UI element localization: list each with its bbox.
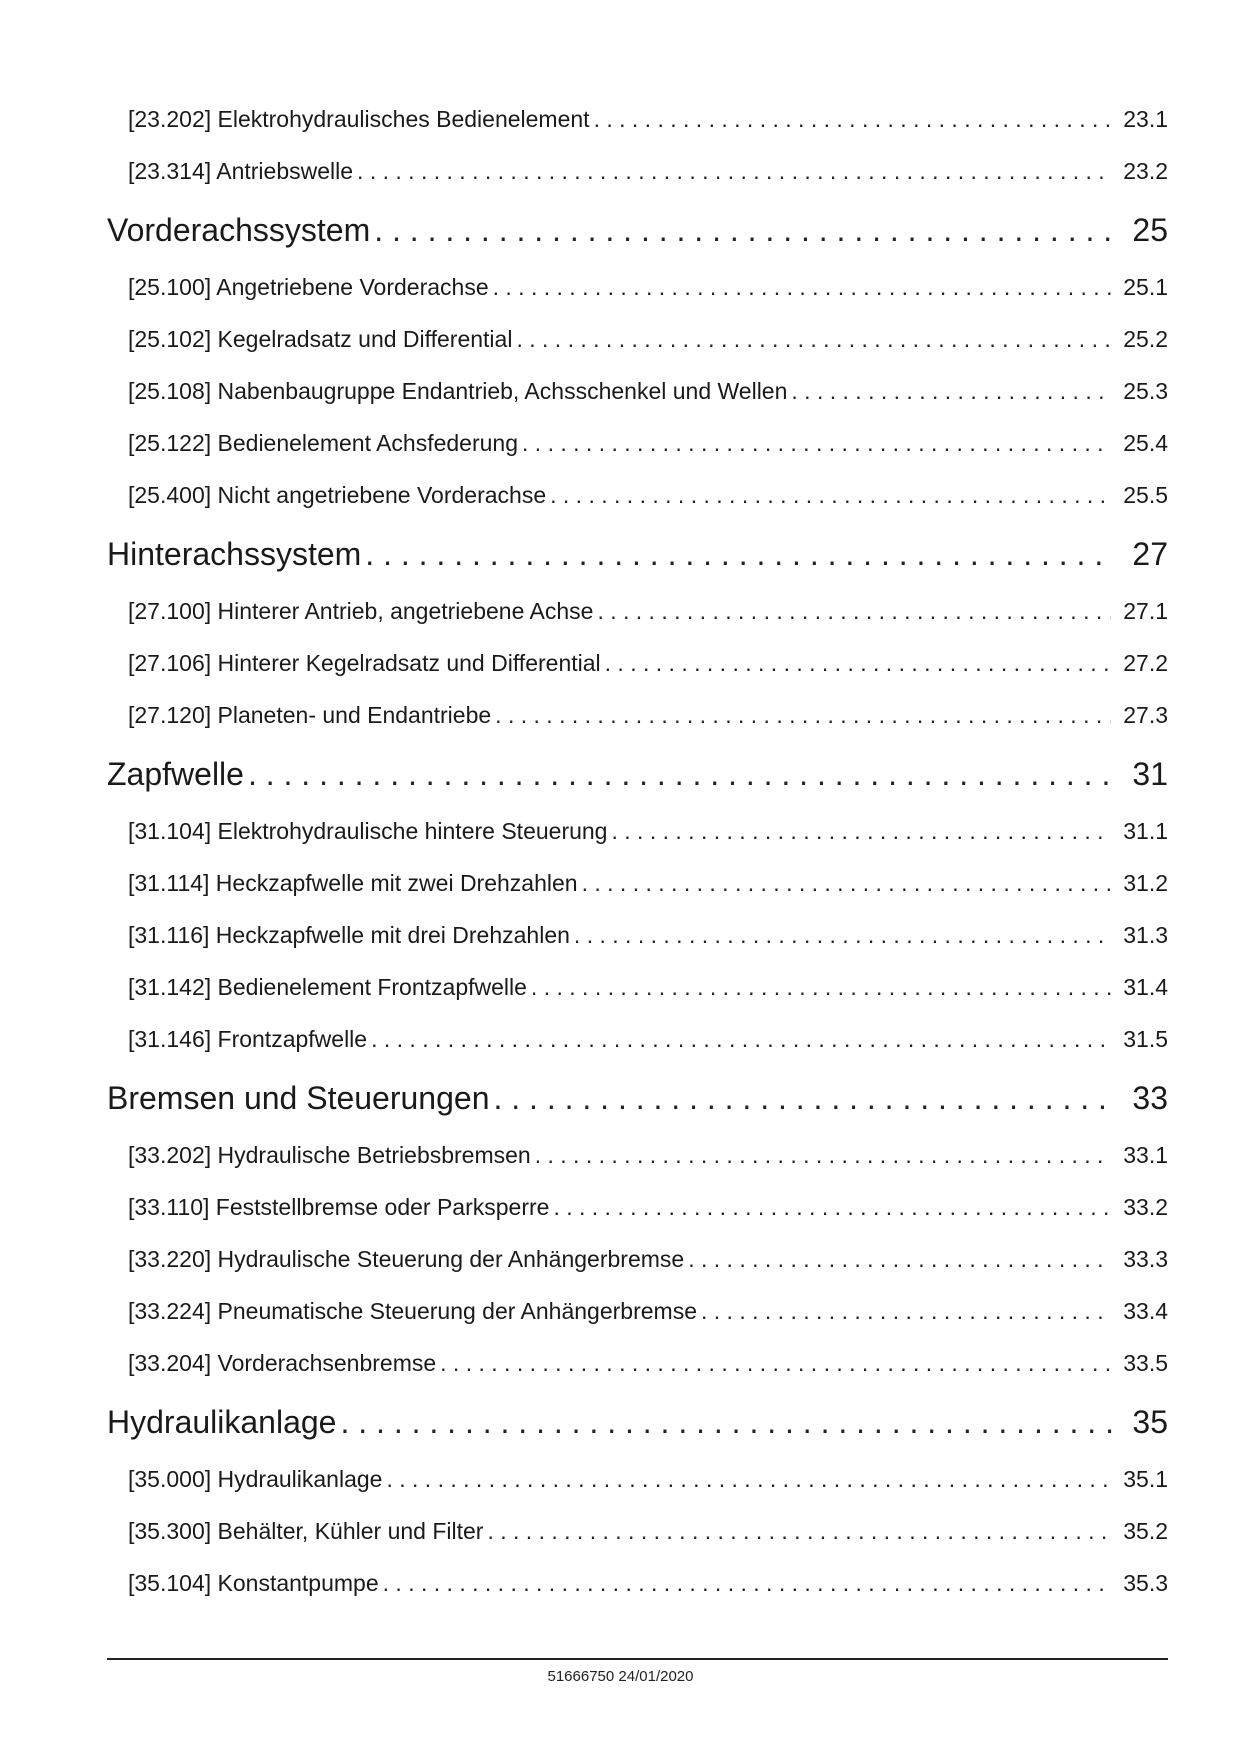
dot-leader bbox=[365, 536, 1114, 573]
toc-entry-label: [33.202] Hydraulische Betriebsbremsen bbox=[128, 1142, 531, 1168]
dot-leader bbox=[487, 1518, 1111, 1545]
toc-section[interactable] bbox=[107, 212, 1168, 252]
dot-leader bbox=[701, 1298, 1111, 1325]
toc-entry-label: [33.110] Feststellbremse oder Parksperre bbox=[128, 1194, 550, 1220]
dot-leader bbox=[340, 1404, 1114, 1441]
toc-entry-page: 25.4 bbox=[1123, 430, 1168, 456]
toc-entry[interactable] bbox=[128, 274, 1168, 304]
dot-leader bbox=[522, 430, 1111, 457]
toc-entry-label: [25.108] Nabenbaugruppe Endantrieb, Achsschenkel und Wellen bbox=[128, 378, 788, 404]
toc-entry-label: [33.204] Vorderachsenbremse bbox=[128, 1350, 437, 1376]
toc-section[interactable] bbox=[107, 756, 1168, 796]
dot-leader bbox=[495, 702, 1111, 729]
toc-entry-page: 25.2 bbox=[1123, 326, 1168, 352]
footer-document-id: 51666750 24/01/2020 bbox=[547, 1668, 694, 1685]
toc-entry[interactable] bbox=[128, 650, 1168, 680]
toc-entry-label: [31.114] Heckzapfwelle mit zwei Drehzahlen bbox=[128, 870, 578, 896]
toc-entry[interactable] bbox=[128, 1194, 1168, 1224]
toc-entry[interactable] bbox=[128, 922, 1168, 952]
toc-entry-page: 31.2 bbox=[1123, 870, 1168, 896]
dot-leader bbox=[594, 106, 1112, 133]
toc-entry[interactable] bbox=[128, 1246, 1168, 1276]
toc-entry-page: 33.4 bbox=[1123, 1298, 1168, 1324]
toc-section-label: Hydraulikanlage bbox=[107, 1404, 337, 1440]
dot-leader bbox=[531, 974, 1111, 1001]
toc-entry-page: 23.1 bbox=[1123, 106, 1168, 132]
dot-leader bbox=[611, 818, 1111, 845]
toc-section[interactable] bbox=[107, 1404, 1168, 1444]
toc-entry-page: 31.3 bbox=[1123, 922, 1168, 948]
toc-entry-page: 35.2 bbox=[1123, 1518, 1168, 1544]
toc-entry-label: [25.100] Angetriebene Vorderachse bbox=[128, 274, 489, 300]
toc-entry[interactable] bbox=[128, 482, 1168, 512]
toc-entry-page: 27.2 bbox=[1123, 650, 1168, 676]
dot-leader bbox=[371, 1026, 1111, 1053]
toc-entry-label: [25.400] Nicht angetriebene Vorderachse bbox=[128, 482, 547, 508]
toc-entry[interactable] bbox=[128, 326, 1168, 356]
toc-entry-page: 33.5 bbox=[1123, 1350, 1168, 1376]
toc-section-page: 25 bbox=[1132, 212, 1168, 248]
toc-entry[interactable] bbox=[128, 378, 1168, 408]
toc-entry-label: [23.202] Elektrohydraulisches Bedienelement bbox=[128, 106, 590, 132]
dot-leader bbox=[605, 650, 1112, 677]
toc-entry[interactable] bbox=[128, 1142, 1168, 1172]
dot-leader bbox=[550, 482, 1111, 509]
toc-entry[interactable] bbox=[128, 702, 1168, 732]
dot-leader bbox=[582, 870, 1112, 897]
toc-entry[interactable] bbox=[128, 1298, 1168, 1328]
toc-section[interactable] bbox=[107, 1080, 1168, 1120]
toc-entry[interactable] bbox=[128, 1518, 1168, 1548]
toc-entry-label: [35.104] Konstantpumpe bbox=[128, 1570, 379, 1596]
toc-entry[interactable] bbox=[128, 974, 1168, 1004]
toc-entry[interactable] bbox=[128, 430, 1168, 460]
toc-entry[interactable] bbox=[128, 1350, 1168, 1380]
toc-entry-page: 35.3 bbox=[1123, 1570, 1168, 1596]
toc-entry-label: [27.120] Planeten- und Endantriebe bbox=[128, 702, 492, 728]
toc-entry-page: 27.1 bbox=[1123, 598, 1168, 624]
toc-entry[interactable] bbox=[128, 1026, 1168, 1056]
dot-leader bbox=[493, 274, 1112, 301]
toc-entry-page: 23.2 bbox=[1123, 158, 1168, 184]
dot-leader bbox=[535, 1142, 1112, 1169]
dot-leader bbox=[553, 1194, 1111, 1221]
toc-section-page: 35 bbox=[1132, 1404, 1168, 1440]
toc-entry-page: 31.4 bbox=[1123, 974, 1168, 1000]
dot-leader bbox=[574, 922, 1111, 949]
toc-entry-page: 31.1 bbox=[1123, 818, 1168, 844]
toc-entry-page: 33.2 bbox=[1123, 1194, 1168, 1220]
toc-section-label: Zapfwelle bbox=[107, 756, 244, 792]
dot-leader bbox=[516, 326, 1111, 353]
dot-leader bbox=[597, 598, 1111, 625]
toc-entry-label: [27.106] Hinterer Kegelradsatz und Differential bbox=[128, 650, 601, 676]
toc-entry-label: [27.100] Hinterer Antrieb, angetriebene Achse bbox=[128, 598, 594, 624]
toc-entry-page: 27.3 bbox=[1123, 702, 1168, 728]
dot-leader bbox=[688, 1246, 1111, 1273]
toc-entry-label: [33.224] Pneumatische Steuerung der Anhängerbremse bbox=[128, 1298, 697, 1324]
dot-leader bbox=[440, 1350, 1111, 1377]
toc-section-page: 33 bbox=[1132, 1080, 1168, 1116]
dot-leader bbox=[493, 1080, 1114, 1117]
dot-leader bbox=[374, 212, 1114, 249]
dot-leader bbox=[248, 756, 1114, 793]
toc-entry-page: 33.1 bbox=[1123, 1142, 1168, 1168]
toc-entry[interactable] bbox=[128, 598, 1168, 628]
toc-entry-page: 33.3 bbox=[1123, 1246, 1168, 1272]
toc-entry[interactable] bbox=[128, 1466, 1168, 1496]
toc-entry-label: [33.220] Hydraulische Steuerung der Anhängerbremse bbox=[128, 1246, 685, 1272]
dot-leader bbox=[791, 378, 1111, 405]
toc-section-page: 27 bbox=[1132, 536, 1168, 572]
toc-section-page: 31 bbox=[1132, 756, 1168, 792]
toc-entry-page: 25.3 bbox=[1123, 378, 1168, 404]
toc-entry-label: [31.142] Bedienelement Frontzapfwelle bbox=[128, 974, 527, 1000]
toc-entry-label: [23.314] Antriebswelle bbox=[128, 158, 354, 184]
toc-section[interactable] bbox=[107, 536, 1168, 576]
toc-entry-page: 35.1 bbox=[1123, 1466, 1168, 1492]
toc-entry-label: [25.102] Kegelradsatz und Differential bbox=[128, 326, 513, 352]
toc-entry-page: 25.1 bbox=[1123, 274, 1168, 300]
toc-section-label: Hinterachssystem bbox=[107, 536, 362, 572]
dot-leader bbox=[383, 1570, 1112, 1597]
toc-entry-label: [35.000] Hydraulikanlage bbox=[128, 1466, 383, 1492]
toc-entry[interactable] bbox=[128, 106, 1168, 136]
toc-entry-label: [35.300] Behälter, Kühler und Filter bbox=[128, 1518, 484, 1544]
toc-entry[interactable] bbox=[128, 158, 1168, 188]
toc-entry[interactable] bbox=[128, 870, 1168, 900]
toc-entry[interactable] bbox=[128, 1570, 1168, 1600]
footer-divider bbox=[107, 1658, 1168, 1660]
toc-entry[interactable] bbox=[128, 818, 1168, 848]
toc-entry-label: [31.116] Heckzapfwelle mit drei Drehzahlen bbox=[128, 922, 570, 948]
toc-section-label: Vorderachssystem bbox=[107, 212, 371, 248]
dot-leader bbox=[386, 1466, 1111, 1493]
toc-section-label: Bremsen und Steuerungen bbox=[107, 1080, 490, 1116]
toc-entry-label: [31.146] Frontzapfwelle bbox=[128, 1026, 368, 1052]
dot-leader bbox=[357, 158, 1111, 185]
toc-entry-page: 31.5 bbox=[1123, 1026, 1168, 1052]
toc-entry-label: [25.122] Bedienelement Achsfederung bbox=[128, 430, 519, 456]
toc-entry-label: [31.104] Elektrohydraulische hintere Steuerung bbox=[128, 818, 608, 844]
toc-entry-page: 25.5 bbox=[1123, 482, 1168, 508]
